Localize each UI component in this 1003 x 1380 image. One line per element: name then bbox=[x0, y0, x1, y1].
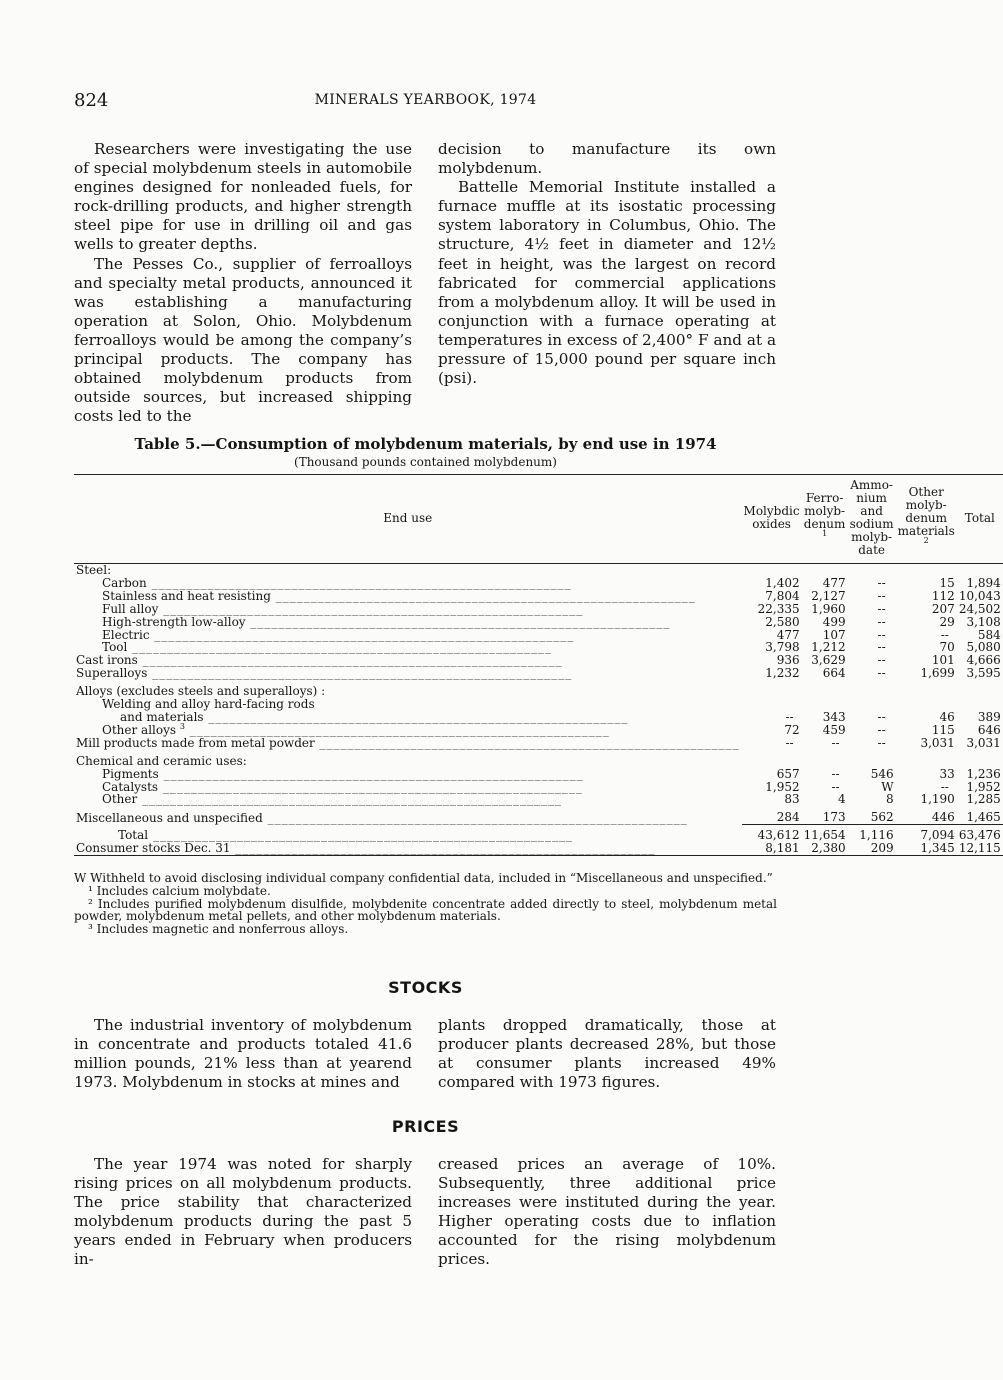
table-cell: 477 bbox=[822, 575, 846, 590]
table-cell: -- bbox=[940, 627, 949, 642]
table-cell: 3,031 bbox=[920, 735, 955, 750]
table-cell bbox=[802, 680, 848, 698]
row-label-text: Full alloy bbox=[102, 601, 159, 616]
table-cell: 499 bbox=[822, 614, 846, 629]
column-header-total: Total bbox=[957, 475, 1003, 564]
table-title: Table 5.—Consumption of molybdenum materials, by end use in 1974 bbox=[134, 435, 717, 453]
table-cell: 389 bbox=[977, 709, 1001, 724]
table-cell bbox=[848, 564, 896, 577]
table-cell: 112 bbox=[931, 588, 955, 603]
table-cell: 1,116 bbox=[848, 825, 896, 842]
row-label bbox=[74, 793, 742, 806]
table-cell: 4 bbox=[837, 792, 846, 807]
row-label-text: and materials bbox=[120, 709, 204, 724]
table-cell: -- bbox=[877, 627, 886, 642]
column-header-molybdic-oxides: Molybdic oxides bbox=[742, 475, 802, 564]
table-cell: -- bbox=[877, 722, 886, 737]
table-cell: 70 bbox=[939, 640, 955, 655]
footnote-2: ² Includes purified molybdenum disulfide, molybdenite concentrate added directly to steel, molybdenum metal powder, molybdenum metal pellets, and other molybdenum materials. bbox=[74, 896, 777, 924]
table-cell: 1,952 bbox=[966, 779, 1001, 794]
top-right-column bbox=[438, 140, 776, 388]
leader-dots: ____________________________________________________________ bbox=[148, 827, 573, 842]
table-cell: 1,190 bbox=[920, 792, 955, 807]
prices-left-column bbox=[74, 1155, 412, 1270]
row-label-text: Carbon bbox=[102, 575, 147, 590]
table-cell: 2,580 bbox=[765, 614, 800, 629]
table-cell: 46 bbox=[939, 709, 955, 724]
row-label-text: Stainless and heat resisting bbox=[102, 588, 271, 603]
table-cell: 664 bbox=[822, 666, 846, 681]
row-label-text: Alloys (excludes steels and superalloys) : bbox=[76, 684, 326, 699]
column-header-other-molybdenum: Other molyb-denum materials $^2$ bbox=[896, 475, 957, 564]
table-cell bbox=[848, 750, 896, 768]
table-row-miscellaneous bbox=[74, 806, 1003, 824]
table-cell: 2,380 bbox=[811, 841, 846, 856]
paragraph: plants dropped dramatically, those at producer plants decreased 28%, but those at consumer plants increased 49% compared with 1973 figures. bbox=[438, 1016, 776, 1092]
table-cell: 546 bbox=[870, 766, 894, 781]
table-cell bbox=[742, 750, 802, 768]
row-label bbox=[74, 680, 742, 698]
table-cell: 4,666 bbox=[966, 653, 1001, 668]
table-cell bbox=[802, 750, 848, 768]
table-cell bbox=[848, 698, 896, 711]
table-cell: 24,502 bbox=[958, 601, 1001, 616]
table-cell: 1,212 bbox=[811, 640, 846, 655]
leader-dots: ____________________________________________________________ bbox=[158, 601, 584, 616]
table-row-alloys-group bbox=[74, 680, 1003, 698]
row-label bbox=[74, 667, 742, 680]
table-cell: 115 bbox=[931, 722, 955, 737]
row-label bbox=[74, 564, 742, 577]
leader-dots: ____________________________________________________________ bbox=[158, 766, 584, 781]
table-cell: 63,476 bbox=[957, 825, 1003, 842]
table-row-steel-group bbox=[74, 564, 1003, 577]
leader-dots: ____________________________________________________________ bbox=[203, 709, 629, 724]
table-cell: -- bbox=[877, 614, 886, 629]
row-label bbox=[74, 750, 742, 768]
table-cell: 29 bbox=[939, 614, 955, 629]
table-footnotes bbox=[74, 872, 777, 936]
row-label-text: Total bbox=[118, 827, 149, 842]
leader-dots: ____________________________________________________________ bbox=[149, 627, 575, 642]
table-cell: 1,345 bbox=[920, 841, 955, 856]
footnote-3: ³ Includes magnetic and nonferrous alloys. bbox=[88, 922, 349, 937]
table-cell: 107 bbox=[822, 627, 846, 642]
table-cell: 15 bbox=[939, 575, 955, 590]
table-cell: 1,465 bbox=[966, 810, 1001, 825]
table-cell: 3,798 bbox=[765, 640, 800, 655]
table-cell: 11,654 bbox=[802, 825, 848, 842]
table-cell: 343 bbox=[822, 709, 846, 724]
table-cell: 209 bbox=[870, 841, 894, 856]
leader-dots: ____________________________________________________________ bbox=[230, 841, 656, 856]
row-label-text: Miscellaneous and unspecified bbox=[76, 810, 263, 825]
table-row-mill-products bbox=[74, 737, 1003, 750]
leader-dots: ____________________________________________________________ bbox=[137, 792, 563, 807]
row-label-text: Electric bbox=[102, 627, 150, 642]
table-cell: 3,595 bbox=[966, 666, 1001, 681]
table-cell: 1,699 bbox=[920, 666, 955, 681]
table-cell: -- bbox=[877, 640, 886, 655]
table-cell bbox=[802, 564, 848, 577]
table-row-superalloys bbox=[74, 667, 1003, 680]
prices-right-column bbox=[438, 1155, 776, 1270]
row-label bbox=[74, 825, 742, 842]
table-cell: 3,031 bbox=[966, 735, 1001, 750]
table-cell: 7,804 bbox=[765, 588, 800, 603]
row-label-text: Tool bbox=[102, 640, 128, 655]
table-cell: 459 bbox=[822, 722, 846, 737]
table-cell: -- bbox=[831, 735, 840, 750]
row-label-text: Consumer stocks Dec. 31 bbox=[76, 841, 231, 856]
table-cell: -- bbox=[940, 779, 949, 794]
leader-dots: ____________________________________________________________ bbox=[146, 575, 572, 590]
table-cell: 207 bbox=[931, 601, 955, 616]
table-cell: -- bbox=[831, 779, 840, 794]
leader-dots: ____________________________________________________________ bbox=[314, 735, 740, 750]
table-cell: 5,080 bbox=[966, 640, 1001, 655]
table-cell: 8 bbox=[885, 792, 894, 807]
page-number: 824 bbox=[74, 90, 109, 111]
table-cell: 10,043 bbox=[958, 588, 1001, 603]
table-cell: -- bbox=[877, 601, 886, 616]
leader-dots: ____________________________________________________________ bbox=[270, 588, 696, 603]
paragraph: decision to manufacture its own molybdenum. bbox=[438, 140, 776, 178]
table-cell: 1,894 bbox=[966, 575, 1001, 590]
table-cell: W bbox=[881, 779, 894, 794]
table-cell bbox=[742, 564, 802, 577]
footnote-1: ¹ Includes calcium molybdate. bbox=[88, 883, 271, 898]
table-cell: 562 bbox=[870, 810, 894, 825]
table-cell: 584 bbox=[977, 627, 1001, 642]
table-cell: 1,952 bbox=[765, 779, 800, 794]
table-cell: -- bbox=[877, 653, 886, 668]
table-subtitle: (Thousand pounds contained molybdenum) bbox=[294, 455, 557, 469]
table-cell: 173 bbox=[822, 810, 846, 825]
table-header-row bbox=[74, 475, 1003, 564]
table-cell: 936 bbox=[776, 653, 800, 668]
row-label-text: Mill products made from metal powder bbox=[76, 735, 315, 750]
footnote-marker: 3 bbox=[179, 721, 185, 731]
table-cell: -- bbox=[785, 735, 794, 750]
top-left-column bbox=[74, 140, 412, 426]
row-label bbox=[74, 737, 742, 750]
table-cell: 83 bbox=[784, 792, 800, 807]
leader-dots: ____________________________________________________________ bbox=[127, 640, 553, 655]
paragraph: The industrial inventory of molybdenum in concentrate and products totaled 41.6 million pounds, 21% less than at yearend 1973. Molybdenum in stocks at mines and bbox=[74, 1016, 412, 1092]
paragraph: Researchers were investigating the use of special molybdenum steels in automobile engines designed for nonleaded fuels, for rock-drilling products, and higher strength steel pipe for use in drilling oil and gas wells to greater depths. bbox=[74, 140, 412, 254]
table-cell: 7,094 bbox=[896, 825, 957, 842]
consumption-table bbox=[74, 474, 1003, 856]
row-label-text: Pigments bbox=[102, 766, 159, 781]
table-cell: -- bbox=[877, 666, 886, 681]
table-cell: 1,236 bbox=[966, 766, 1001, 781]
table-cell: -- bbox=[877, 709, 886, 724]
paragraph: The Pesses Co., supplier of ferroalloys and specialty metal products, announced it was establishing a manufacturing operation at Solon, Ohio. Molybdenum ferroalloys would be among the company’s principal products. The company has obtained molybdenum products from outside sources, but increased shipping costs led to the bbox=[74, 254, 412, 426]
leader-dots: ____________________________________________________________ bbox=[245, 614, 671, 629]
table-cell bbox=[848, 680, 896, 698]
row-label-text: Cast irons bbox=[76, 653, 138, 668]
leader-dots: ____________________________________________________________ bbox=[262, 810, 688, 825]
table-row-chemical-group bbox=[74, 750, 1003, 768]
table-cell: 657 bbox=[776, 766, 800, 781]
table-cell: 12,115 bbox=[958, 841, 1001, 856]
table-cell: 101 bbox=[931, 653, 955, 668]
table-cell: 1,402 bbox=[765, 575, 800, 590]
row-label-text: Other alloys bbox=[102, 722, 177, 737]
table-cell: 446 bbox=[931, 810, 955, 825]
stocks-right-column bbox=[438, 1016, 776, 1092]
page-header bbox=[74, 90, 777, 114]
row-label-text: Other bbox=[102, 792, 138, 807]
column-header-end-use: End use bbox=[74, 475, 742, 564]
row-label-text: High-strength low-alloy bbox=[102, 614, 246, 629]
prices-heading: PRICES bbox=[391, 1117, 460, 1136]
running-title: MINERALS YEARBOOK, 1974 bbox=[314, 92, 537, 108]
table-cell: -- bbox=[877, 575, 886, 590]
table-cell: -- bbox=[785, 709, 794, 724]
table-cell: 284 bbox=[776, 810, 800, 825]
table-row-chemical-other bbox=[74, 793, 1003, 806]
leader-dots: ____________________________________________________________ bbox=[147, 666, 573, 681]
table-cell bbox=[957, 680, 1003, 698]
table-cell: 33 bbox=[939, 766, 955, 781]
row-label-text: Superalloys bbox=[76, 666, 148, 681]
table-cell bbox=[742, 680, 802, 698]
row-label-text: Welding and alloy hard-facing rods bbox=[102, 697, 315, 712]
row-label-text: Steel: bbox=[76, 563, 112, 577]
row-label-text: Catalysts bbox=[102, 779, 159, 794]
table-cell: 43,612 bbox=[742, 825, 802, 842]
row-label bbox=[74, 806, 742, 824]
table-cell: 3,629 bbox=[811, 653, 846, 668]
row-label-text: Chemical and ceramic uses: bbox=[76, 753, 247, 768]
table-cell: 22,335 bbox=[757, 601, 800, 616]
table-cell: 1,232 bbox=[765, 666, 800, 681]
table-cell: 8,181 bbox=[765, 841, 800, 856]
paragraph: Battelle Memorial Institute installed a furnace muffle at its isostatic processing system laboratory in Columbus, Ohio. The structure, 4½ feet in diameter and 12½ feet in height, was the largest on record fabricated for commercial applications from a molybdenum alloy. It will be used in conjunction with a furnace operating at temperatures in excess of 2,400° F and at a pressure of 15,000 pound per square inch (psi). bbox=[438, 178, 776, 388]
table-cell: 72 bbox=[784, 722, 800, 737]
table-cell: -- bbox=[831, 766, 840, 781]
table-cell: 1,285 bbox=[966, 792, 1001, 807]
table-cell: 477 bbox=[776, 627, 800, 642]
column-header-ammonium-sodium-molybdate: Ammo-nium and sodium molyb-date bbox=[848, 475, 896, 564]
table-cell bbox=[896, 564, 957, 577]
table-cell: -- bbox=[877, 735, 886, 750]
table-cell bbox=[896, 680, 957, 698]
footnote-withheld: W Withheld to avoid disclosing individual company confidential data, included in “Miscellaneous and unspecified.” bbox=[74, 871, 773, 885]
paragraph: The year 1974 was noted for sharply rising prices on all molybdenum products. The price stability that characterized molybdenum products during the past 5 years ended in February when producers in- bbox=[74, 1155, 412, 1269]
row-label bbox=[74, 842, 742, 855]
leader-dots: ____________________________________________________________ bbox=[158, 779, 583, 794]
leader-dots: ____________________________________________________________ bbox=[137, 653, 563, 668]
stocks-left-column bbox=[74, 1016, 412, 1092]
table-row-total bbox=[74, 825, 1003, 842]
column-header-ferromolybdenum: Ferro-molyb-denum $^1$ bbox=[802, 475, 848, 564]
table-cell: 2,127 bbox=[811, 588, 846, 603]
paragraph: creased prices an average of 10%. Subsequently, three additional price increases were instituted during the year. Higher operating costs due to inflation accounted for the rising molybdenum prices. bbox=[438, 1155, 776, 1269]
leader-dots: ____________________________________________________________ bbox=[184, 722, 610, 737]
table-cell bbox=[957, 750, 1003, 768]
table-row-consumer-stocks bbox=[74, 842, 1003, 855]
table-cell: 646 bbox=[977, 722, 1001, 737]
table-cell bbox=[896, 750, 957, 768]
table-cell bbox=[957, 564, 1003, 577]
table-cell: 1,960 bbox=[811, 601, 846, 616]
table-cell: -- bbox=[877, 588, 886, 603]
table-cell: 3,108 bbox=[966, 614, 1001, 629]
stocks-heading: STOCKS bbox=[388, 978, 463, 997]
